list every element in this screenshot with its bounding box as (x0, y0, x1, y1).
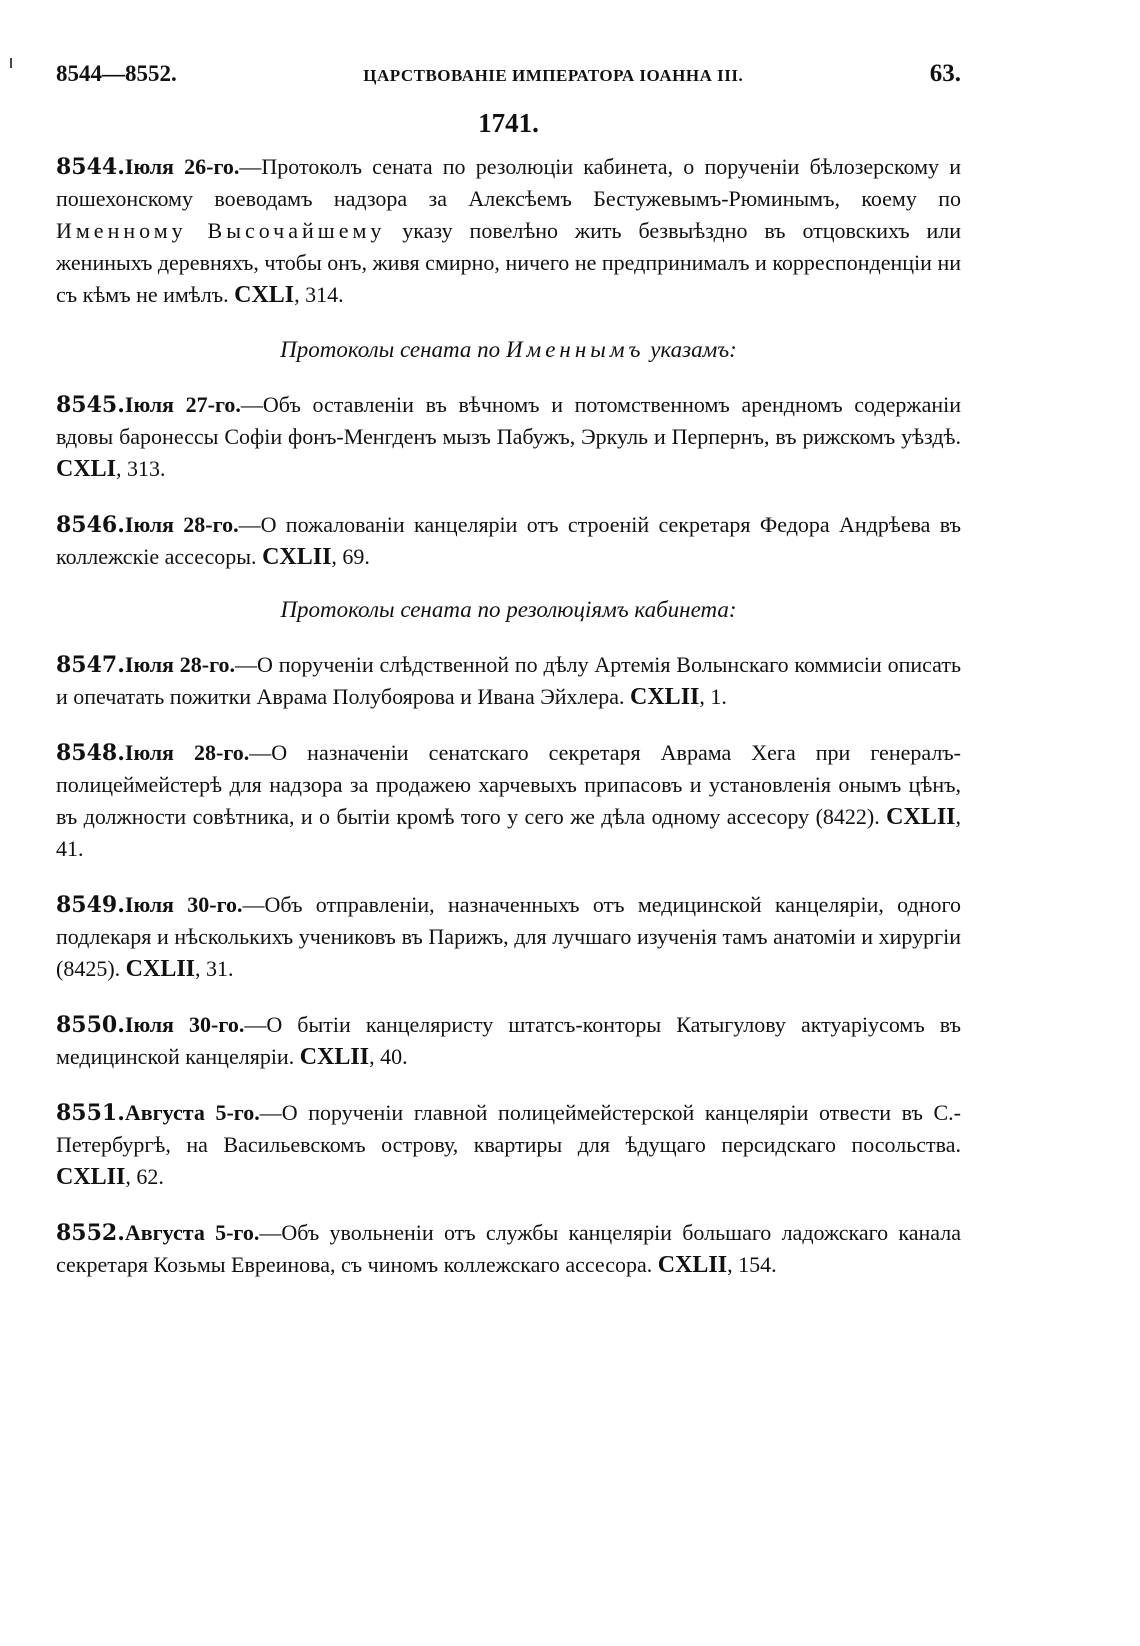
entry-text: —О назначеніи сенатскаго секретаря Аврама Хега при генералъ-полицеймейстерѣ для надзора за продажею харчевыхъ припасовъ и установленія онымъ цѣнъ, въ должности совѣтника, и о бытіи кромѣ того у сего же дѣла одному ассесору (8422). (56, 740, 961, 829)
entry-volume: CXLII (56, 1164, 126, 1190)
year-heading: 1741. (478, 108, 539, 138)
entry-page: , 41. (56, 804, 961, 861)
entry-number: 8552. (56, 1220, 125, 1246)
entry-date: Іюля 27-го. (124, 392, 241, 417)
entry-page: , 313. (116, 456, 166, 481)
entry-8550 (56, 1009, 961, 1073)
entry-number: 8545. (56, 392, 125, 418)
entry-page: , 62. (125, 1164, 164, 1189)
entry-number: 8548. (56, 740, 125, 766)
running-title: ЦАРСТВОВАНІЕ ИМПЕРАТОРА ІОАННА III. (363, 66, 744, 85)
entry-8551 (56, 1097, 961, 1193)
scan-mark (10, 58, 12, 68)
entry-8545 (56, 389, 961, 485)
entry-page: , 1. (699, 684, 727, 709)
page-number: 63. (929, 60, 961, 87)
subheading-kabineta: Протоколы сената по резолюціямъ кабинета: (280, 597, 737, 622)
entry-text: —Объ отправленіи, назначенныхъ отъ медицинской канцеляріи, одного подлекаря и нѣсколькихъ учениковъ въ Парижъ, для лучшаго изученія тамъ анатоміи и хирургіи (8425). (56, 892, 961, 981)
entry-page: , 31. (195, 956, 234, 981)
entry-text: —Протоколъ сената по резолюціи кабинета, о порученіи бѣлозерскому и пошехонскому воеводамъ надзора за Алексѣемъ Бестужевымъ-Рюминымъ, коему по (56, 154, 961, 211)
entry-text: —О бытіи канцеляристу штатсъ-конторы Катыгулову актуаріусомъ въ медицинской канцеляріи. (56, 1012, 962, 1069)
entry-spaced-text: Именному Высочайшему (56, 218, 386, 243)
entry-8546 (56, 509, 961, 573)
entry-8544 (56, 151, 961, 311)
running-header (56, 60, 961, 94)
entry-date: Августа 5-го. (124, 1100, 260, 1125)
entry-page: , 69. (331, 544, 370, 569)
entry-8547 (56, 649, 961, 713)
entry-volume: CXLI (56, 456, 117, 482)
entry-page: , 154. (727, 1252, 777, 1277)
entry-volume: CXLII (630, 684, 700, 710)
entry-volume: CXLII (299, 1044, 370, 1070)
entry-8548 (56, 737, 961, 865)
entry-text: —О пожалованіи канцеляріи отъ строеній секретаря Федора Андрѣева въ коллежскіе ассесоры. (56, 512, 962, 569)
entry-number: 8546. (56, 512, 125, 538)
entry-page: , 40. (369, 1044, 408, 1069)
entry-8549 (56, 889, 961, 985)
entry-volume: CXLII (657, 1252, 728, 1278)
entry-number: 8547. (56, 652, 125, 678)
entry-number: 8544. (56, 154, 125, 180)
entry-date: Іюля 28-го. (124, 512, 239, 537)
entry-volume: CXLII (125, 956, 196, 982)
entry-volume: CXLII (886, 804, 956, 830)
entry-range: 8544—8552. (56, 61, 177, 86)
entry-number: 8549. (56, 892, 125, 918)
entry-text: —О порученіи главной полицеймейстерской канцеляріи отвести въ С.-Петербургѣ, на Васильевскомъ острову, квартиры для ѣдущаго персидскаго посольства. (56, 1100, 961, 1157)
entry-date: Іюля 28-го. (124, 740, 250, 765)
entry-text: —Объ оставленіи въ вѣчномъ и потомственномъ арендномъ содержаніи вдовы баронессы Софіи фонъ-Менгденъ мызъ Пабужъ, Эркуль и Перпернъ, въ рижскомъ уѣздѣ. (56, 392, 961, 449)
entry-text: —Объ увольненіи отъ службы канцеляріи большаго ладожскаго канала секретаря Козьмы Евреинова, съ чиномъ коллежскаго ассесора. (56, 1220, 961, 1277)
entry-date: Іюля 30-го. (124, 892, 243, 917)
entry-number: 8551. (56, 1100, 125, 1126)
entry-8552 (56, 1217, 961, 1281)
subheading-text: Протоколы сената по (280, 337, 506, 362)
entry-volume: CXLI (234, 282, 295, 308)
entry-date: Іюля 26-го. (124, 154, 240, 179)
entry-page: , 314. (294, 282, 344, 307)
entry-text-continued: указу повелѣно жить безвыѣздно въ отцовскихъ или жениныхъ деревняхъ, чтобы онъ, живя смирно, ничего не предпринималъ и корреспонденціи ни съ кѣмъ не имѣлъ. (56, 218, 961, 307)
entry-date: Іюля 28-го. (124, 652, 236, 677)
subheading-text-end: указамъ: (644, 337, 737, 362)
subheading-spaced: Именнымъ (505, 337, 645, 362)
subheading-imennym (56, 337, 961, 363)
entry-date: Іюля 30-го. (124, 1012, 245, 1037)
book-page (56, 60, 961, 1281)
entry-date: Августа 5-го. (124, 1220, 260, 1245)
entry-number: 8550. (56, 1012, 125, 1038)
entry-text: —О порученіи слѣдственной по дѣлу Артемія Волынскаго коммисіи описать и опечатать пожитки Аврама Полубоярова и Ивана Эйхлера. (56, 652, 961, 709)
entry-volume: CXLII (262, 544, 332, 570)
